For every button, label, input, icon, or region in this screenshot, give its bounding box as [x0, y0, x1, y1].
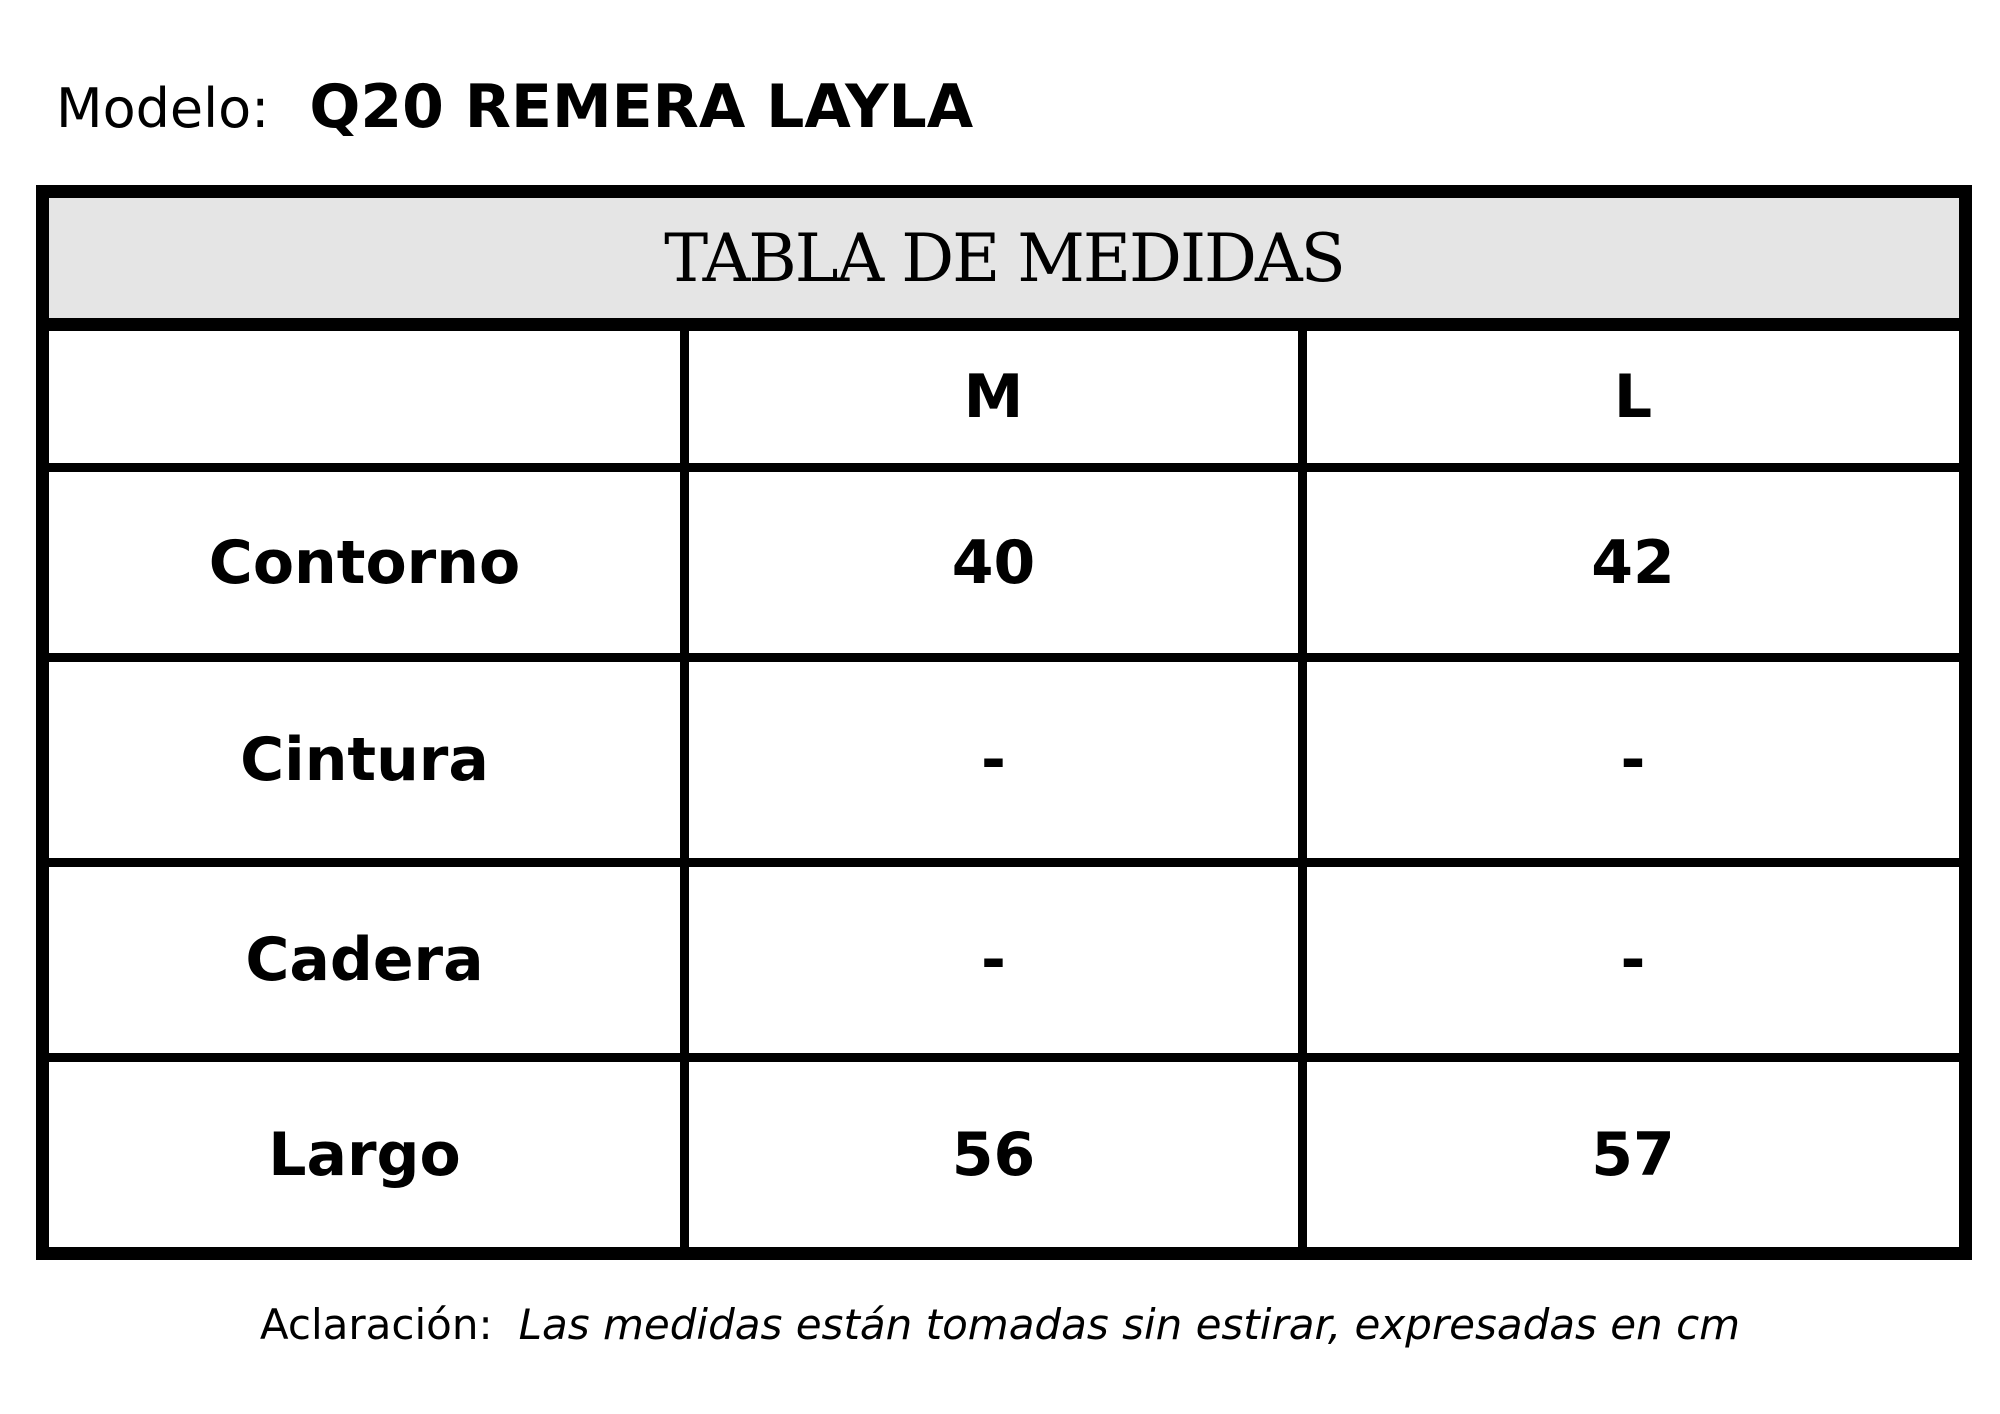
size-table — [36, 185, 1972, 1260]
row-divider — [49, 653, 1959, 662]
footnote — [0, 1300, 2000, 1360]
table-cell: - — [1620, 725, 1646, 795]
table-cell: 42 — [1591, 527, 1675, 598]
row-label-contorno: Contorno — [208, 527, 521, 598]
table-cell: - — [1620, 925, 1646, 995]
table-cell: - — [981, 925, 1006, 995]
table-title: TABLA DE MEDIDAS — [49, 198, 1959, 331]
model-label: Modelo: — [56, 77, 270, 140]
row-label-cintura: Cintura — [240, 725, 489, 795]
model-name: Q20 REMERA LAYLA — [309, 72, 974, 142]
row-divider — [49, 858, 1959, 867]
header-cell-size-m: M — [963, 362, 1024, 432]
header-cell-empty — [49, 331, 680, 463]
row-divider — [49, 463, 1959, 472]
table-cell: 56 — [951, 1119, 1036, 1190]
row-divider — [49, 1053, 1959, 1062]
table-cell: - — [981, 725, 1006, 795]
row-label-cadera: Cadera — [245, 925, 484, 995]
header-cell-size-l: L — [1613, 362, 1653, 432]
table-cell: 57 — [1591, 1119, 1675, 1190]
row-label-largo: Largo — [268, 1119, 461, 1190]
table-cell: 40 — [951, 527, 1036, 598]
model-line — [56, 72, 973, 152]
footnote-label: Aclaración: — [259, 1300, 493, 1349]
footnote-text: Las medidas están tomadas sin estirar, expresadas en cm — [518, 1300, 1741, 1349]
